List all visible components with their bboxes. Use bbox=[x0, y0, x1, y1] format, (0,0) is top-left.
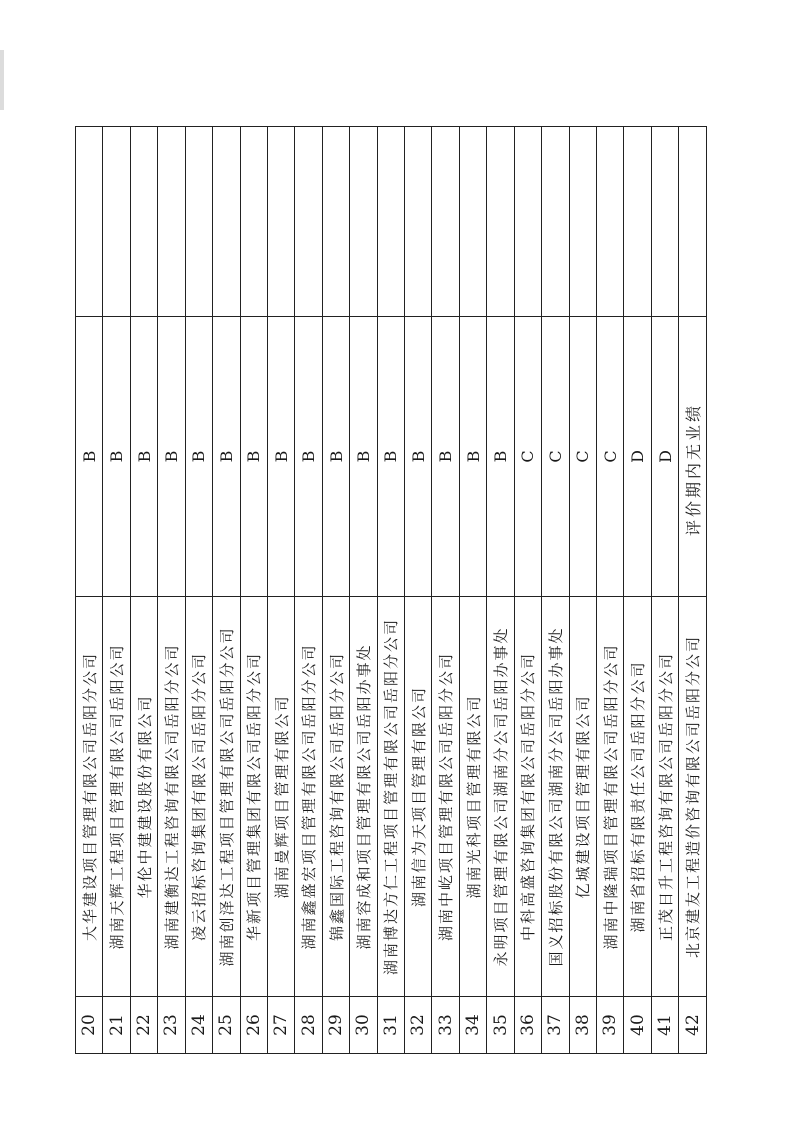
table-row bbox=[240, 127, 267, 1054]
rating-grade: B bbox=[213, 317, 240, 597]
company-name: 锦鑫国际工程咨询有限公司岳阳分公司 bbox=[322, 597, 349, 997]
table-row bbox=[597, 127, 624, 1054]
company-name: 华新项目管理集团有限公司岳阳分公司 bbox=[240, 597, 267, 997]
table-row bbox=[542, 127, 569, 1054]
company-name: 亿城建设项目管理有限公司 bbox=[569, 597, 596, 997]
remark-cell bbox=[267, 127, 294, 317]
table-row bbox=[569, 127, 596, 1054]
company-name: 华伦中建建设股份有限公司 bbox=[130, 597, 157, 997]
rating-grade: B bbox=[405, 317, 432, 597]
row-number: 20 bbox=[76, 997, 103, 1054]
rating-grade: C bbox=[542, 317, 569, 597]
row-number: 36 bbox=[514, 997, 541, 1054]
row-number: 32 bbox=[405, 997, 432, 1054]
company-name: 凌云招标咨询集团有限公司岳阳分公司 bbox=[185, 597, 212, 997]
remark-cell bbox=[322, 127, 349, 317]
company-name: 永明项目管理有限公司湖南分公司岳阳办事处 bbox=[487, 597, 514, 997]
row-number: 31 bbox=[377, 997, 404, 1054]
row-number: 23 bbox=[158, 997, 185, 1054]
remark-cell bbox=[240, 127, 267, 317]
company-name: 湖南光科项目管理有限公司 bbox=[459, 597, 486, 997]
remark-cell bbox=[213, 127, 240, 317]
company-name: 湖南天辉工程项目管理有限公司岳阳公司 bbox=[103, 597, 130, 997]
row-number: 40 bbox=[624, 997, 651, 1054]
rating-grade: B bbox=[240, 317, 267, 597]
rating-grade: D bbox=[651, 317, 678, 597]
rating-grade: B bbox=[267, 317, 294, 597]
table-row bbox=[651, 127, 678, 1054]
remark-cell bbox=[542, 127, 569, 317]
rating-grade: B bbox=[322, 317, 349, 597]
table-row bbox=[487, 127, 514, 1054]
remark-cell bbox=[103, 127, 130, 317]
remark-cell bbox=[679, 127, 707, 317]
row-number: 30 bbox=[350, 997, 377, 1054]
rating-grade: B bbox=[185, 317, 212, 597]
table-row bbox=[158, 127, 185, 1054]
table-row bbox=[267, 127, 294, 1054]
rating-grade: B bbox=[103, 317, 130, 597]
remark-cell bbox=[459, 127, 486, 317]
rating-table-body bbox=[76, 127, 707, 1054]
remark-cell bbox=[76, 127, 103, 317]
table-row bbox=[185, 127, 212, 1054]
table-row bbox=[514, 127, 541, 1054]
rating-grade: B bbox=[377, 317, 404, 597]
row-number: 37 bbox=[542, 997, 569, 1054]
table-row bbox=[432, 127, 459, 1054]
company-name: 湖南曼辉项目管理有限公司 bbox=[267, 597, 294, 997]
table-row bbox=[679, 127, 707, 1054]
row-number: 27 bbox=[267, 997, 294, 1054]
remark-cell bbox=[624, 127, 651, 317]
table-row bbox=[130, 127, 157, 1054]
remark-cell bbox=[651, 127, 678, 317]
table-row bbox=[322, 127, 349, 1054]
row-number: 38 bbox=[569, 997, 596, 1054]
table-row bbox=[76, 127, 103, 1054]
row-number: 21 bbox=[103, 997, 130, 1054]
rating-grade: B bbox=[459, 317, 486, 597]
row-number: 33 bbox=[432, 997, 459, 1054]
remark-cell bbox=[295, 127, 322, 317]
row-number: 29 bbox=[322, 997, 349, 1054]
remark-cell bbox=[350, 127, 377, 317]
remark-cell bbox=[487, 127, 514, 317]
row-number: 24 bbox=[185, 997, 212, 1054]
remark-cell bbox=[514, 127, 541, 317]
company-name: 大华建设项目管理有限公司岳阳分公司 bbox=[76, 597, 103, 997]
table-row bbox=[295, 127, 322, 1054]
table-row bbox=[405, 127, 432, 1054]
rating-grade: D bbox=[624, 317, 651, 597]
rating-grade: B bbox=[432, 317, 459, 597]
row-number: 41 bbox=[651, 997, 678, 1054]
row-number: 39 bbox=[597, 997, 624, 1054]
table-row bbox=[624, 127, 651, 1054]
company-name: 湖南省招标有限责任公司岳阳分公司 bbox=[624, 597, 651, 997]
company-name: 湖南信为天项目管理有限公司 bbox=[405, 597, 432, 997]
table-row bbox=[350, 127, 377, 1054]
rating-grade: C bbox=[569, 317, 596, 597]
company-name: 湖南中隆瑞项目管理有限公司岳阳分公司 bbox=[597, 597, 624, 997]
row-number: 22 bbox=[130, 997, 157, 1054]
table-row bbox=[213, 127, 240, 1054]
remark-cell bbox=[130, 127, 157, 317]
scan-edge-mark bbox=[0, 50, 4, 110]
rating-grade: B bbox=[130, 317, 157, 597]
remark-cell bbox=[158, 127, 185, 317]
remark-cell bbox=[405, 127, 432, 317]
company-name: 湖南容成和项目管理有限公司岳阳办事处 bbox=[350, 597, 377, 997]
remark-cell bbox=[569, 127, 596, 317]
row-number: 42 bbox=[679, 997, 707, 1054]
company-name: 国义招标股份有限公司湖南分公司岳阳办事处 bbox=[542, 597, 569, 997]
table-row bbox=[459, 127, 486, 1054]
company-name: 湖南中屹项目管理有限公司岳阳分公司 bbox=[432, 597, 459, 997]
row-number: 25 bbox=[213, 997, 240, 1054]
rating-grade: C bbox=[514, 317, 541, 597]
row-number: 34 bbox=[459, 997, 486, 1054]
remark-cell bbox=[185, 127, 212, 317]
row-number: 35 bbox=[487, 997, 514, 1054]
row-number: 26 bbox=[240, 997, 267, 1054]
rotated-table-wrapper bbox=[75, 127, 707, 1054]
remark-cell bbox=[597, 127, 624, 317]
remark-cell bbox=[432, 127, 459, 317]
rating-grade: B bbox=[158, 317, 185, 597]
company-name: 中科高盛咨询集团有限公司岳阳分公司 bbox=[514, 597, 541, 997]
company-name: 湖南创泽达工程项目管理有限公司岳阳分公司 bbox=[213, 597, 240, 997]
table-row bbox=[103, 127, 130, 1054]
rating-grade: 评价期内无业绩 bbox=[679, 317, 707, 597]
rating-table-sheet bbox=[75, 127, 707, 1054]
rating-grade: B bbox=[487, 317, 514, 597]
row-number: 28 bbox=[295, 997, 322, 1054]
rating-grade: B bbox=[295, 317, 322, 597]
remark-cell bbox=[377, 127, 404, 317]
table-row bbox=[377, 127, 404, 1054]
rating-grade: B bbox=[76, 317, 103, 597]
rating-table bbox=[75, 126, 707, 1054]
company-name: 湖南博达方仁工程项目管理有限公司岳阳分公司 bbox=[377, 597, 404, 997]
company-name: 湖南建衡达工程咨询有限公司岳阳分公司 bbox=[158, 597, 185, 997]
company-name: 正茂日升工程咨询有限公司岳阳分公司 bbox=[651, 597, 678, 997]
rating-grade: B bbox=[350, 317, 377, 597]
company-name: 北京建友工程造价咨询有限公司岳阳分公司 bbox=[679, 597, 707, 997]
rating-grade: C bbox=[597, 317, 624, 597]
company-name: 湖南鑫盛宏项目管理有限公司岳阳分公司 bbox=[295, 597, 322, 997]
